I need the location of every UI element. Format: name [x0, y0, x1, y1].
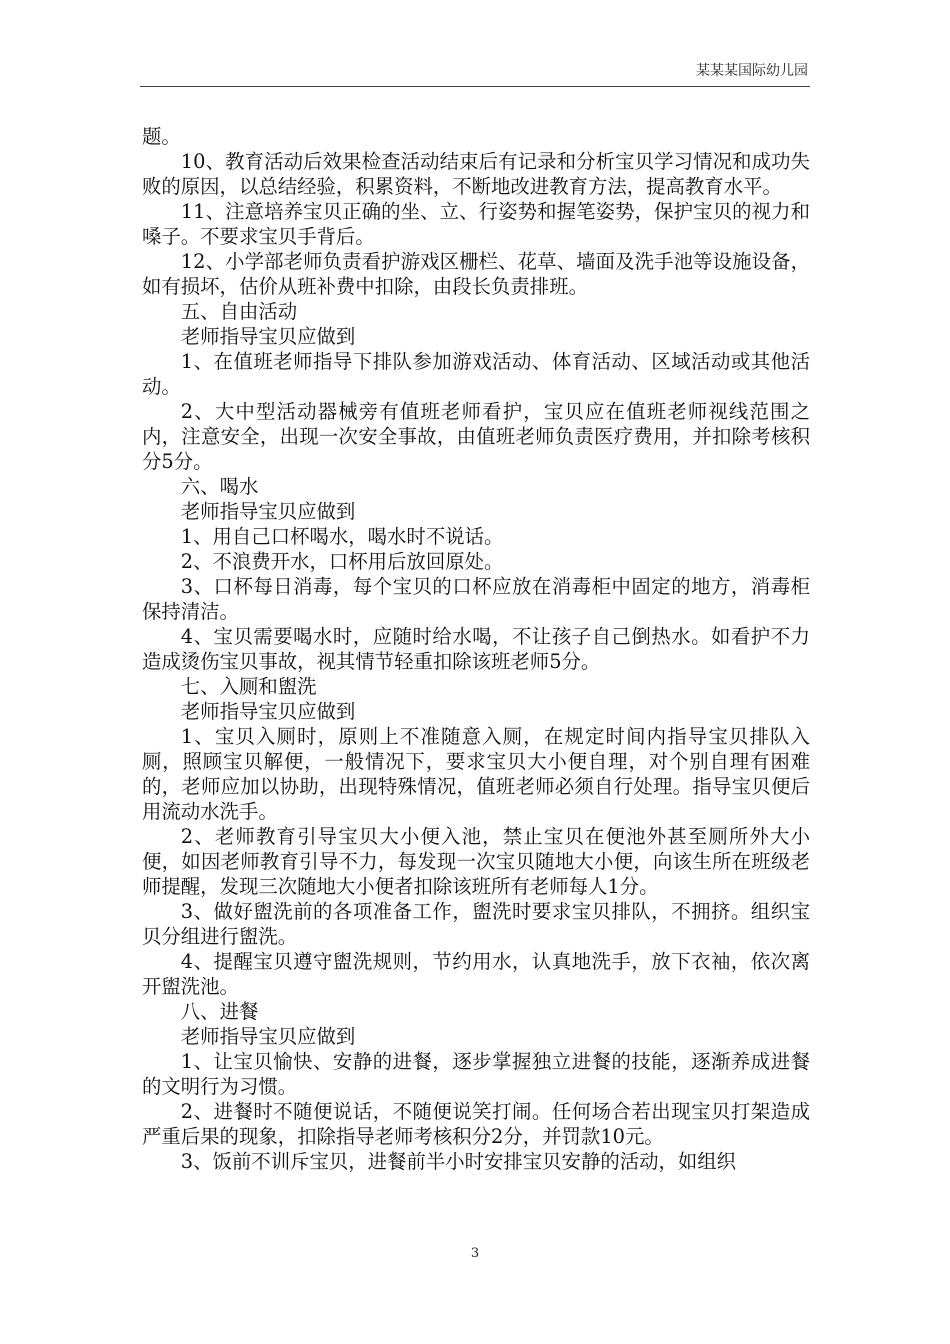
document-body: [142, 124, 810, 1174]
paragraph: 3、做好盥洗前的各项准备工作，盥洗时要求宝贝排队，不拥挤。组织宝贝分组进行盥洗。: [142, 900, 810, 948]
paragraph: 1、在值班老师指导下排队参加游戏活动、体育活动、区域活动或其他活动。: [142, 350, 810, 398]
sub-heading: 老师指导宝贝应做到: [180, 325, 356, 348]
paragraph: 1、用自己口杯喝水，喝水时不说话。: [180, 525, 504, 548]
section-heading: 五、自由活动: [180, 300, 298, 323]
page-header: 某某某国际幼儿园: [696, 63, 808, 79]
section-heading: 八、进餐: [180, 1000, 259, 1023]
paragraph: 2、大中型活动器械旁有值班老师看护，宝贝应在值班老师视线范围之内，注意安全，出现一次安全事故，由值班老师负责医疗费用，并扣除考核积分5分。: [142, 400, 810, 473]
paragraph: 10、教育活动后效果检查活动结束后有记录和分析宝贝学习情况和成功失败的原因，以总结经验，积累资料，不断地改进教育方法，提高教育水平。: [142, 150, 810, 198]
paragraph: 1、宝贝入厕时，原则上不准随意入厕，在规定时间内指导宝贝排队入厕，照顾宝贝解便，一般情况下，要求宝贝大小便自理，对个别自理有困难的，老师应加以协助，出现特殊情况，值班老师必须自行处理。指导宝贝便后用流动水洗手。: [142, 725, 810, 823]
paragraph: 4、提醒宝贝遵守盥洗规则，节约用水，认真地洗手，放下衣袖，依次离开盥洗池。: [142, 950, 810, 998]
paragraph: 4、宝贝需要喝水时，应随时给水喝，不让孩子自己倒热水。如看护不力造成烫伤宝贝事故，视其情节轻重扣除该班老师5分。: [142, 625, 810, 673]
paragraph: 12、小学部老师负责看护游戏区栅栏、花草、墙面及洗手池等设施设备，如有损坏，估价从班补费中扣除，由段长负责排班。: [142, 250, 810, 298]
paragraph: 2、进餐时不随便说话，不随便说笑打闹。任何场合若出现宝贝打架造成严重后果的现象，扣除指导老师考核积分2分，并罚款10元。: [142, 1100, 810, 1148]
paragraph: 题。: [142, 125, 181, 148]
section-heading: 七、入厕和盥洗: [180, 675, 317, 698]
sub-heading: 老师指导宝贝应做到: [180, 1025, 356, 1048]
paragraph: 2、老师教育引导宝贝大小便入池，禁止宝贝在便池外甚至厕所外大小便，如因老师教育引导不力，每发现一次宝贝随地大小便，向该生所在班级老师提醒，发现三次随地大小便者扣除该班所有老师每人1分。: [142, 825, 810, 898]
paragraph: 1、让宝贝愉快、安静的进餐，逐步掌握独立进餐的技能，逐渐养成进餐的文明行为习惯。: [142, 1050, 810, 1098]
paragraph: 11、注意培养宝贝正确的坐、立、行姿势和握笔姿势，保护宝贝的视力和嗓子。不要求宝贝手背后。: [142, 200, 810, 248]
page-number: 3: [470, 1246, 480, 1261]
sub-heading: 老师指导宝贝应做到: [180, 500, 356, 523]
section-heading: 六、喝水: [180, 475, 259, 498]
paragraph: 2、不浪费开水，口杯用后放回原处。: [180, 550, 504, 573]
sub-heading: 老师指导宝贝应做到: [180, 700, 356, 723]
header-divider: [140, 86, 810, 87]
paragraph: 3、饭前不训斥宝贝，进餐前半小时安排宝贝安静的活动，如组织: [180, 1150, 737, 1173]
paragraph: 3、口杯每日消毒，每个宝贝的口杯应放在消毒柜中固定的地方，消毒柜保持清洁。: [142, 575, 810, 623]
